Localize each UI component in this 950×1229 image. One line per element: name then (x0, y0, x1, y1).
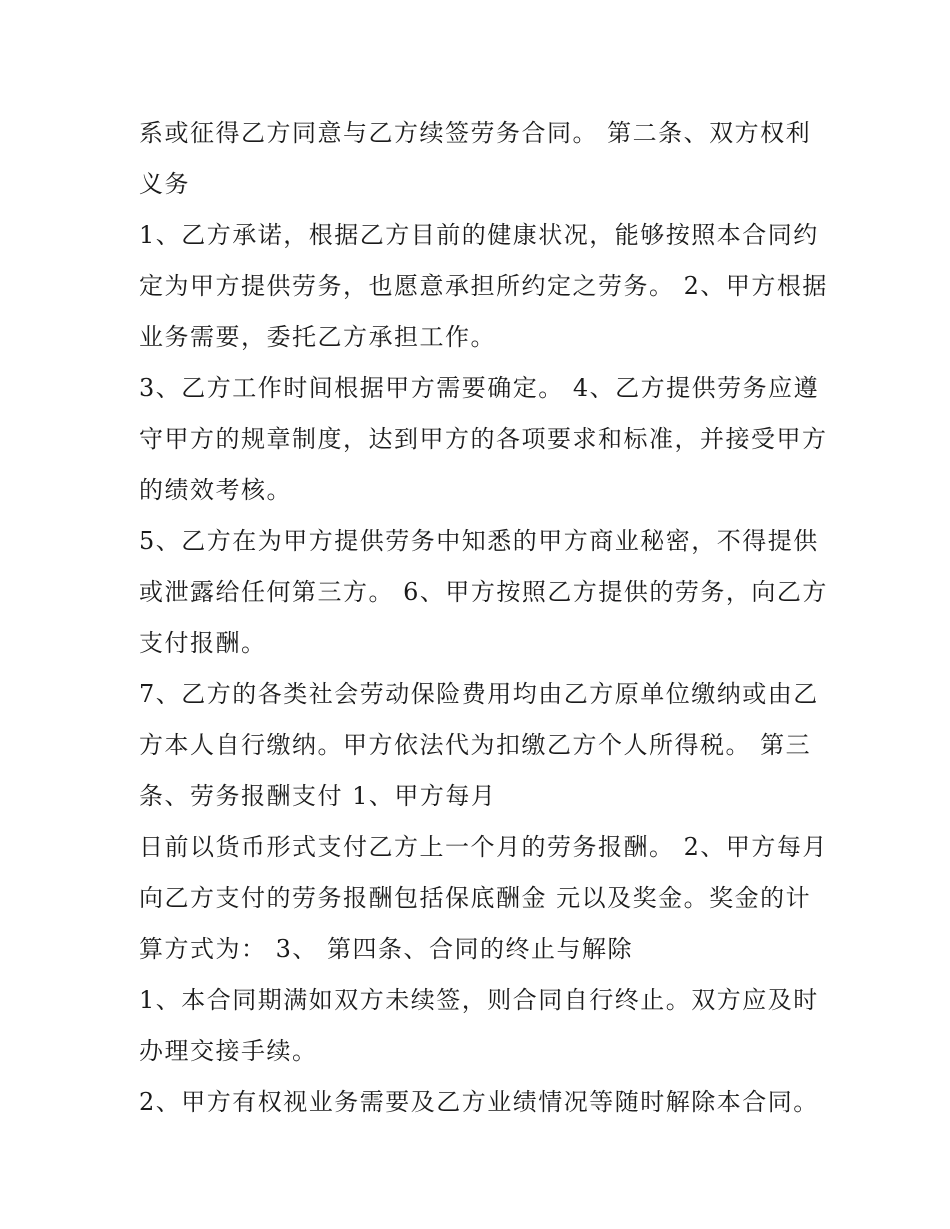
paragraph (139, 975, 819, 1077)
text-line: 业务需要，委托乙方承担工作。 (139, 323, 496, 351)
text-line: 义务 (139, 170, 190, 198)
text-line: 守甲方的规章制度，达到甲方的各项要求和标准，并接受甲方 (139, 425, 828, 453)
text-line: 办理交接手续。 (139, 1037, 318, 1065)
document-body (139, 108, 828, 1128)
text-line: 支付报酬。 (139, 629, 267, 657)
text-line: 日前以货币形式支付乙方上一个月的劳务报酬。 2、甲方每月 (139, 833, 828, 861)
paragraph (139, 669, 819, 822)
text-line: 1、本合同期满如双方未续签，则合同自行终止。双方应及时 (139, 986, 819, 1014)
text-line: 定为甲方提供劳务，也愿意承担所约定之劳务。 2、甲方根据 (139, 272, 828, 300)
text-line: 2、甲方有权视业务需要及乙方业绩情况等随时解除本合同。 (139, 1088, 819, 1116)
paragraph (139, 1077, 819, 1128)
paragraph (139, 108, 819, 210)
text-line: 3、乙方工作时间根据甲方需要确定。 4、乙方提供劳务应遵 (139, 374, 820, 402)
text-line: 系或征得乙方同意与乙方续签劳务合同。 第二条、双方权利 (139, 119, 812, 147)
text-line: 1、乙方承诺，根据乙方目前的健康状况，能够按照本合同约 (139, 221, 819, 249)
paragraph (139, 516, 828, 669)
text-line: 条、劳务报酬支付 1、甲方每月 (139, 782, 497, 810)
text-line: 或泄露给任何第三方。 6、甲方按照乙方提供的劳务，向乙方 (139, 578, 828, 606)
text-line: 的绩效考核。 (139, 476, 292, 504)
text-line: 方本人自行缴纳。甲方依法代为扣缴乙方个人所得税。 第三 (139, 731, 812, 759)
paragraph (139, 822, 828, 975)
text-line: 算方式为： 3、 第四条、合同的终止与解除 (139, 935, 634, 963)
text-line: 5、乙方在为甲方提供劳务中知悉的甲方商业秘密，不得提供 (139, 527, 819, 555)
text-line: 向乙方支付的劳务报酬包括保底酬金 元以及奖金。奖金的计 (139, 884, 812, 912)
paragraph (139, 210, 828, 363)
paragraph (139, 363, 828, 516)
text-line: 7、乙方的各类社会劳动保险费用均由乙方原单位缴纳或由乙 (139, 680, 819, 708)
